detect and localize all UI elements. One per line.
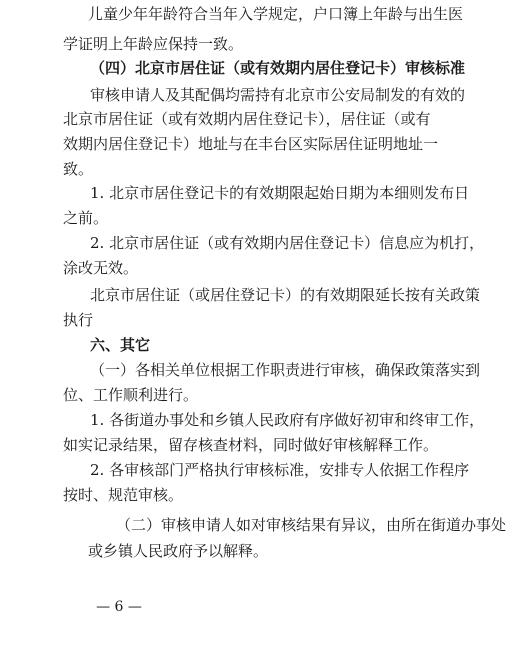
body-line: 1. 各街道办事处和乡镇人民政府有序做好初审和终审工作， xyxy=(90,411,485,429)
body-line: 执行 xyxy=(63,311,94,329)
body-line: 之前。 xyxy=(63,209,109,227)
body-line: 或乡镇人民政府予以解释。 xyxy=(88,542,269,560)
body-line: 涂改无效。 xyxy=(63,259,139,277)
body-line: 学证明上年龄应保持一致。 xyxy=(63,35,244,53)
body-line: 位、工作顺利进行。 xyxy=(63,386,199,404)
section-heading: （四）北京市居住证（或有效期内居住登记卡）审核标准 xyxy=(90,59,466,77)
body-line: 2. 各审核部门严格执行审核标准，安排专人依据工作程序 xyxy=(90,461,470,479)
body-line: 北京市居住证（或有效期内居住登记卡），居住证（或有 xyxy=(63,110,431,128)
body-line: 儿童少年年龄符合当年入学规定，户口簿上年龄与出生医 xyxy=(88,5,464,23)
body-line: 1. 北京市居住登记卡的有效期限起始日期为本细则发布日 xyxy=(90,184,470,202)
body-line: 效期内居住登记卡）地址与在丰台区实际居住证明地址一 xyxy=(63,135,439,153)
body-line: 按时、规范审核。 xyxy=(63,486,184,504)
body-line: （一）各相关单位根据工作职责进行审核，确保政策落实到 xyxy=(90,361,481,379)
section-heading: 六、其它 xyxy=(90,336,151,354)
body-line: 2. 北京市居住证（或有效期内居住登记卡）信息应为机打， xyxy=(90,234,485,252)
body-line: 审核申请人及其配偶均需持有北京市公安局制发的有效的 xyxy=(90,86,466,104)
body-line: （二）审核申请人如对审核结果有异议，由所在街道办事处 xyxy=(116,516,507,534)
page-number: — 6 — xyxy=(96,599,142,615)
body-line: 北京市居住证（或居住登记卡）的有效期限延长按有关政策 xyxy=(90,286,481,304)
body-line: 如实记录结果，留存核查材料，同时做好审核解释工作。 xyxy=(63,436,439,454)
body-line: 致。 xyxy=(63,160,94,178)
